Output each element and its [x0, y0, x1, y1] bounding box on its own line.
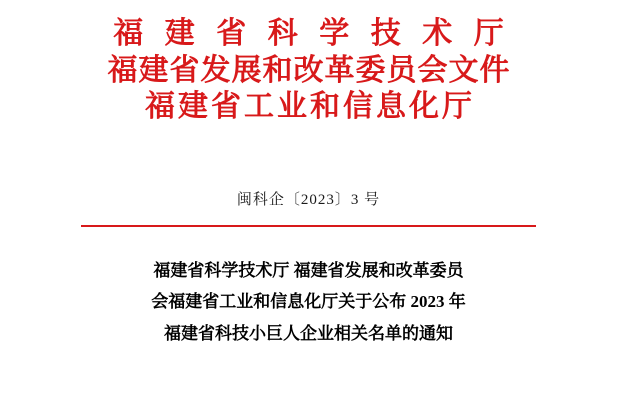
masthead-line-3: 福建省工业和信息化厅	[145, 90, 475, 124]
red-divider-rule	[81, 225, 536, 227]
masthead-line-2: 福建省发展和改革委员会文件	[107, 53, 511, 87]
document-number: 闽科企〔2023〕3 号	[236, 191, 381, 208]
masthead	[0, 0, 617, 126]
title-line: 福建省科技小巨人企业相关名单的通知	[164, 323, 453, 343]
masthead-line-1: 福 建 省 科 学 技 术 厅	[113, 17, 511, 50]
title-line: 福建省科学技术厅 福建省发展和改革委员	[153, 260, 464, 280]
title-line: 会福建省工业和信息化厅关于公布 2023 年	[151, 292, 466, 312]
document-title	[94, 255, 524, 349]
